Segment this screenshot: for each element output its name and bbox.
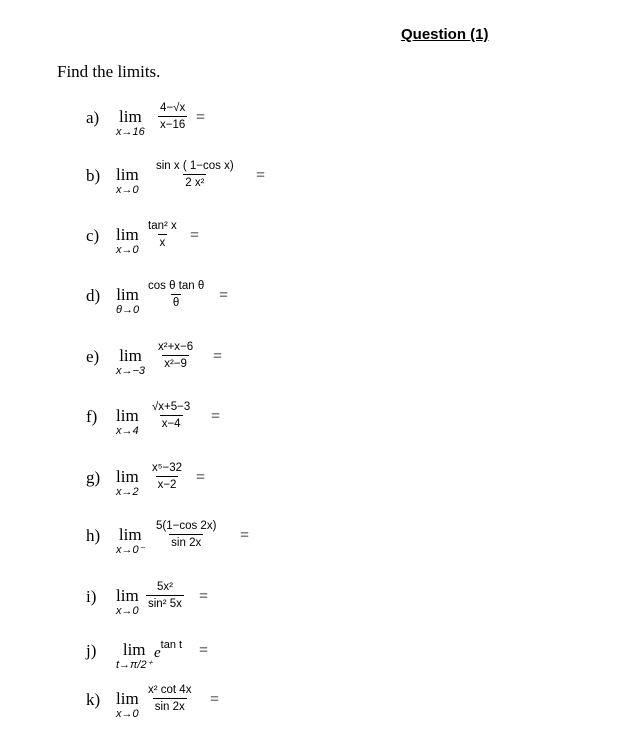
equals-sign: =	[219, 287, 229, 304]
problem-label: g)	[86, 468, 101, 487]
limit-operator	[116, 347, 145, 377]
problem-i	[86, 581, 286, 629]
denominator: 2 x²	[183, 174, 206, 189]
equals-sign: =	[213, 348, 223, 365]
problem-label: k)	[86, 690, 101, 709]
limit-operator	[116, 286, 139, 316]
limit-operator	[116, 108, 145, 138]
fraction	[146, 220, 179, 249]
limit-operator	[116, 526, 144, 556]
problem-k	[86, 684, 286, 732]
denominator: sin² 5x	[146, 595, 184, 610]
equals-sign: =	[256, 167, 266, 184]
lim-word: lim	[116, 467, 139, 486]
problem-label: a)	[86, 108, 100, 127]
numerator: tan² x	[148, 220, 177, 232]
equals-sign: =	[211, 408, 221, 425]
problem-j	[86, 637, 286, 685]
fraction	[150, 401, 192, 430]
exp-power: tan t	[160, 639, 183, 651]
equals-sign: =	[190, 227, 200, 244]
exp-base: e	[154, 645, 161, 661]
limit-operator	[116, 166, 139, 196]
denominator: x−2	[156, 476, 179, 491]
problem-d	[86, 280, 286, 328]
equals-sign: =	[210, 691, 220, 708]
lim-word: lim	[116, 225, 139, 244]
lim-subscript: x→2	[116, 486, 139, 498]
denominator: x	[158, 234, 168, 249]
denominator: sin 2x	[169, 534, 203, 549]
lim-word: lim	[119, 107, 142, 126]
denominator: x²−9	[162, 355, 189, 370]
lim-word: lim	[116, 165, 139, 184]
limit-operator	[116, 690, 139, 720]
lim-word: lim	[116, 689, 139, 708]
numerator: 4−√x	[160, 102, 186, 114]
problem-label: i)	[86, 587, 97, 606]
problem-a	[86, 102, 286, 150]
lim-word: lim	[116, 406, 139, 425]
equals-sign: =	[240, 527, 250, 544]
numerator: 5(1−cos 2x)	[156, 520, 217, 532]
problem-e	[86, 341, 286, 389]
lim-subscript: x→0	[116, 605, 139, 617]
numerator: cos θ tan θ	[148, 280, 205, 292]
lim-subscript: x→0	[116, 708, 139, 720]
instruction-text: Find the limits.	[57, 62, 161, 81]
problem-f	[86, 401, 286, 449]
exponential-expression	[154, 639, 183, 662]
lim-word: lim	[119, 346, 142, 365]
lim-subscript: x→4	[116, 425, 139, 437]
denominator: sin 2x	[153, 698, 187, 713]
lim-subscript: x→0	[116, 184, 139, 196]
fraction	[154, 520, 218, 549]
problem-label: b)	[86, 166, 101, 185]
problem-h	[86, 520, 286, 568]
lim-subscript: θ→0	[116, 304, 140, 316]
limit-operator	[116, 587, 139, 617]
lim-subscript: x→16	[116, 126, 145, 138]
lim-subscript: x→0	[116, 244, 139, 256]
fraction	[146, 280, 206, 309]
equals-sign: =	[199, 642, 209, 659]
problem-label: d)	[86, 286, 101, 305]
problem-label: h)	[86, 526, 101, 545]
limit-operator	[116, 407, 139, 437]
limit-operator	[116, 226, 139, 256]
question-heading: Question (1)	[401, 26, 489, 43]
numerator: x² cot 4x	[148, 684, 192, 696]
fraction	[158, 102, 187, 131]
problem-label: j)	[86, 641, 97, 660]
denominator: x−16	[158, 116, 187, 131]
fraction	[154, 160, 236, 189]
problem-g	[86, 462, 286, 510]
equals-sign: =	[196, 109, 206, 126]
equals-sign: =	[196, 469, 206, 486]
fraction	[146, 581, 184, 610]
lim-subscript: x→−3	[116, 365, 146, 377]
numerator: 5x²	[156, 581, 173, 593]
numerator: x²+x−6	[158, 341, 194, 353]
lim-word: lim	[116, 285, 139, 304]
lim-word: lim	[122, 640, 146, 659]
denominator: x−4	[160, 415, 183, 430]
problem-label: f)	[86, 407, 98, 426]
numerator: sin x ( 1−cos x)	[156, 160, 234, 172]
denominator: θ	[171, 294, 181, 309]
fraction	[156, 341, 195, 370]
numerator: √x+5−3	[152, 401, 191, 413]
numerator: x⁵−32	[152, 462, 183, 474]
lim-word: lim	[118, 525, 142, 544]
problem-c	[86, 220, 286, 268]
lim-subscript: x→0⁻	[116, 544, 145, 556]
problem-label: e)	[86, 347, 100, 366]
fraction	[150, 462, 184, 491]
problem-label: c)	[86, 226, 100, 245]
fraction	[146, 684, 193, 713]
problem-b	[86, 160, 306, 208]
lim-word: lim	[116, 586, 139, 605]
equals-sign: =	[199, 588, 209, 605]
limit-operator	[116, 468, 139, 498]
limit-operator	[116, 641, 152, 671]
lim-subscript: t→π/2⁺	[116, 659, 153, 671]
